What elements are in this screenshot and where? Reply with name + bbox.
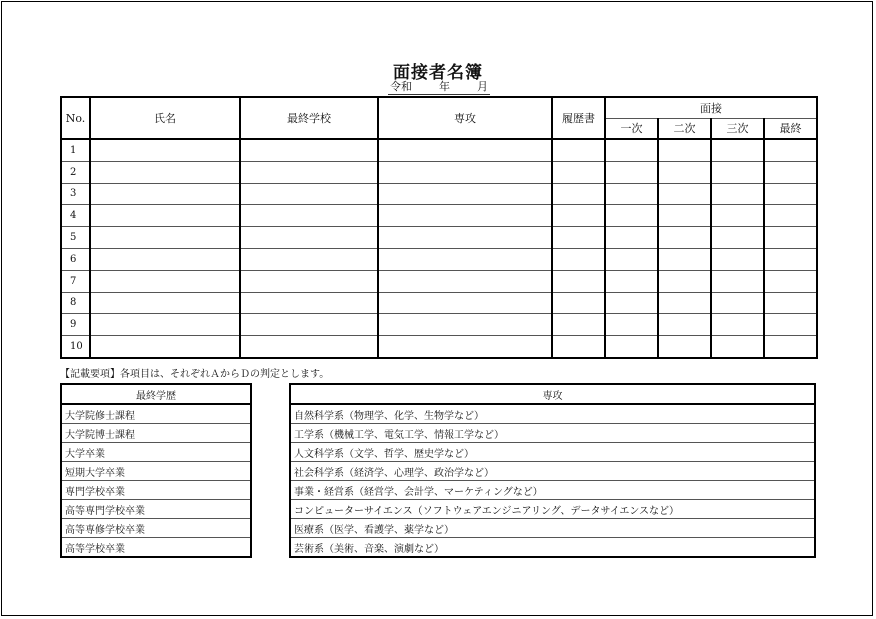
round-3-cell[interactable] <box>711 248 764 270</box>
table-row <box>61 205 817 227</box>
round-1-cell[interactable] <box>605 227 658 249</box>
table-row <box>61 183 817 205</box>
notes-text: 【記載要項】各項目は、それぞれＡからＤの判定とします。 <box>60 369 330 380</box>
round-final-cell[interactable] <box>764 161 817 183</box>
table-row <box>61 248 817 270</box>
round-final-cell[interactable] <box>764 336 817 358</box>
name-cell[interactable] <box>90 248 240 270</box>
resume-cell[interactable] <box>552 227 605 249</box>
major-item: 社会科学系（経済学、心理学、政治学など） <box>290 462 815 481</box>
major-cell[interactable] <box>378 336 552 358</box>
round-2-cell[interactable] <box>658 139 711 161</box>
round-final-cell[interactable] <box>764 227 817 249</box>
education-item: 短期大学卒業 <box>61 462 251 481</box>
header-round-2: 二次 <box>658 118 711 139</box>
major-cell[interactable] <box>378 292 552 314</box>
interviewee-table <box>60 96 818 359</box>
name-cell[interactable] <box>90 270 240 292</box>
round-1-cell[interactable] <box>605 183 658 205</box>
header-resume: 履歴書 <box>552 97 605 139</box>
major-item: 工学系（機械工学、電気工学、情報工学など） <box>290 424 815 443</box>
education-item: 高等学校卒業 <box>61 538 251 558</box>
list-item <box>290 538 815 558</box>
round-final-cell[interactable] <box>764 139 817 161</box>
date-month: 月 <box>477 80 488 93</box>
round-1-cell[interactable] <box>605 270 658 292</box>
date-line <box>388 80 490 95</box>
round-3-cell[interactable] <box>711 183 764 205</box>
major-item: 医療系（医学、看護学、薬学など） <box>290 519 815 538</box>
list-item <box>61 462 251 481</box>
row-number: 1 <box>61 139 90 161</box>
table-row <box>61 139 817 161</box>
round-3-cell[interactable] <box>711 270 764 292</box>
header-major: 専攻 <box>378 97 552 139</box>
name-cell[interactable] <box>90 183 240 205</box>
round-3-cell[interactable] <box>711 314 764 336</box>
row-number: 3 <box>61 183 90 205</box>
major-cell[interactable] <box>378 205 552 227</box>
round-1-cell[interactable] <box>605 336 658 358</box>
round-2-cell[interactable] <box>658 248 711 270</box>
table-row <box>61 227 817 249</box>
name-cell[interactable] <box>90 314 240 336</box>
round-2-cell[interactable] <box>658 183 711 205</box>
resume-cell[interactable] <box>552 161 605 183</box>
round-3-cell[interactable] <box>711 139 764 161</box>
resume-cell[interactable] <box>552 270 605 292</box>
resume-cell[interactable] <box>552 314 605 336</box>
school-cell[interactable] <box>240 205 378 227</box>
resume-cell[interactable] <box>552 139 605 161</box>
page-title: 面接者名簿 <box>393 63 483 83</box>
header-interview: 面接 <box>605 97 817 118</box>
education-item: 大学院博士課程 <box>61 424 251 443</box>
major-header: 専攻 <box>290 384 815 404</box>
list-item <box>61 500 251 519</box>
resume-cell[interactable] <box>552 248 605 270</box>
major-item: 事業・経営系（経営学、会計学、マーケティングなど） <box>290 481 815 500</box>
header-no: No. <box>61 97 90 139</box>
round-2-cell[interactable] <box>658 205 711 227</box>
major-cell[interactable] <box>378 183 552 205</box>
round-1-cell[interactable] <box>605 161 658 183</box>
date-era: 令和 <box>390 80 412 93</box>
list-item <box>290 462 815 481</box>
major-cell[interactable] <box>378 248 552 270</box>
list-item <box>61 519 251 538</box>
school-cell[interactable] <box>240 336 378 358</box>
education-item: 大学院修士課程 <box>61 404 251 424</box>
round-1-cell[interactable] <box>605 292 658 314</box>
name-cell[interactable] <box>90 292 240 314</box>
round-3-cell[interactable] <box>711 292 764 314</box>
name-cell[interactable] <box>90 161 240 183</box>
round-1-cell[interactable] <box>605 139 658 161</box>
major-cell[interactable] <box>378 139 552 161</box>
name-cell[interactable] <box>90 227 240 249</box>
round-1-cell[interactable] <box>605 205 658 227</box>
school-cell[interactable] <box>240 183 378 205</box>
major-item: コンピューターサイエンス（ソフトウェアエンジニアリング、データサイエンスなど） <box>290 500 815 519</box>
table-row <box>61 336 817 358</box>
table-row <box>61 314 817 336</box>
education-item: 専門学校卒業 <box>61 481 251 500</box>
round-2-cell[interactable] <box>658 292 711 314</box>
school-cell[interactable] <box>240 161 378 183</box>
row-number: 4 <box>61 205 90 227</box>
major-cell[interactable] <box>378 161 552 183</box>
list-item <box>61 443 251 462</box>
header-round-1: 一次 <box>605 118 658 139</box>
major-item: 芸術系（美術、音楽、演劇など） <box>290 538 815 558</box>
resume-cell[interactable] <box>552 336 605 358</box>
education-header: 最終学歴 <box>61 384 251 404</box>
row-number: 5 <box>61 227 90 249</box>
round-3-cell[interactable] <box>711 161 764 183</box>
row-number: 2 <box>61 161 90 183</box>
name-cell[interactable] <box>90 139 240 161</box>
major-item: 人文科学系（文学、哲学、歴史学など） <box>290 443 815 462</box>
major-cell[interactable] <box>378 314 552 336</box>
round-final-cell[interactable] <box>764 183 817 205</box>
round-2-cell[interactable] <box>658 161 711 183</box>
round-2-cell[interactable] <box>658 314 711 336</box>
school-cell[interactable] <box>240 270 378 292</box>
school-cell[interactable] <box>240 314 378 336</box>
header-school: 最終学校 <box>240 97 378 139</box>
major-cell[interactable] <box>378 270 552 292</box>
list-item <box>290 404 815 424</box>
round-3-cell[interactable] <box>711 205 764 227</box>
date-year: 年 <box>439 80 450 93</box>
list-item <box>290 443 815 462</box>
school-cell[interactable] <box>240 248 378 270</box>
list-item <box>61 424 251 443</box>
row-number: 6 <box>61 248 90 270</box>
table-row <box>61 292 817 314</box>
table-row <box>61 270 817 292</box>
list-item <box>290 481 815 500</box>
school-cell[interactable] <box>240 227 378 249</box>
resume-cell[interactable] <box>552 183 605 205</box>
header-name: 氏名 <box>90 97 240 139</box>
major-table <box>289 383 816 558</box>
header-round-final: 最終 <box>764 118 817 139</box>
round-final-cell[interactable] <box>764 314 817 336</box>
name-cell[interactable] <box>90 336 240 358</box>
major-cell[interactable] <box>378 227 552 249</box>
list-item <box>61 404 251 424</box>
round-3-cell[interactable] <box>711 227 764 249</box>
school-cell[interactable] <box>240 292 378 314</box>
round-1-cell[interactable] <box>605 248 658 270</box>
round-2-cell[interactable] <box>658 270 711 292</box>
table-row <box>61 161 817 183</box>
row-number: 8 <box>61 292 90 314</box>
round-2-cell[interactable] <box>658 227 711 249</box>
education-item: 大学卒業 <box>61 443 251 462</box>
school-cell[interactable] <box>240 139 378 161</box>
header-round-3: 三次 <box>711 118 764 139</box>
education-table <box>60 383 252 558</box>
row-number: 9 <box>61 314 90 336</box>
round-2-cell[interactable] <box>658 336 711 358</box>
education-item: 高等専門学校卒業 <box>61 500 251 519</box>
row-number: 10 <box>61 336 90 358</box>
list-item <box>290 519 815 538</box>
round-final-cell[interactable] <box>764 270 817 292</box>
round-1-cell[interactable] <box>605 314 658 336</box>
resume-cell[interactable] <box>552 205 605 227</box>
round-final-cell[interactable] <box>764 248 817 270</box>
row-number: 7 <box>61 270 90 292</box>
name-cell[interactable] <box>90 205 240 227</box>
list-item <box>61 481 251 500</box>
list-item <box>61 538 251 558</box>
list-item <box>290 424 815 443</box>
round-3-cell[interactable] <box>711 336 764 358</box>
major-item: 自然科学系（物理学、化学、生物学など） <box>290 404 815 424</box>
resume-cell[interactable] <box>552 292 605 314</box>
round-final-cell[interactable] <box>764 205 817 227</box>
list-item <box>290 500 815 519</box>
education-item: 高等専修学校卒業 <box>61 519 251 538</box>
round-final-cell[interactable] <box>764 292 817 314</box>
